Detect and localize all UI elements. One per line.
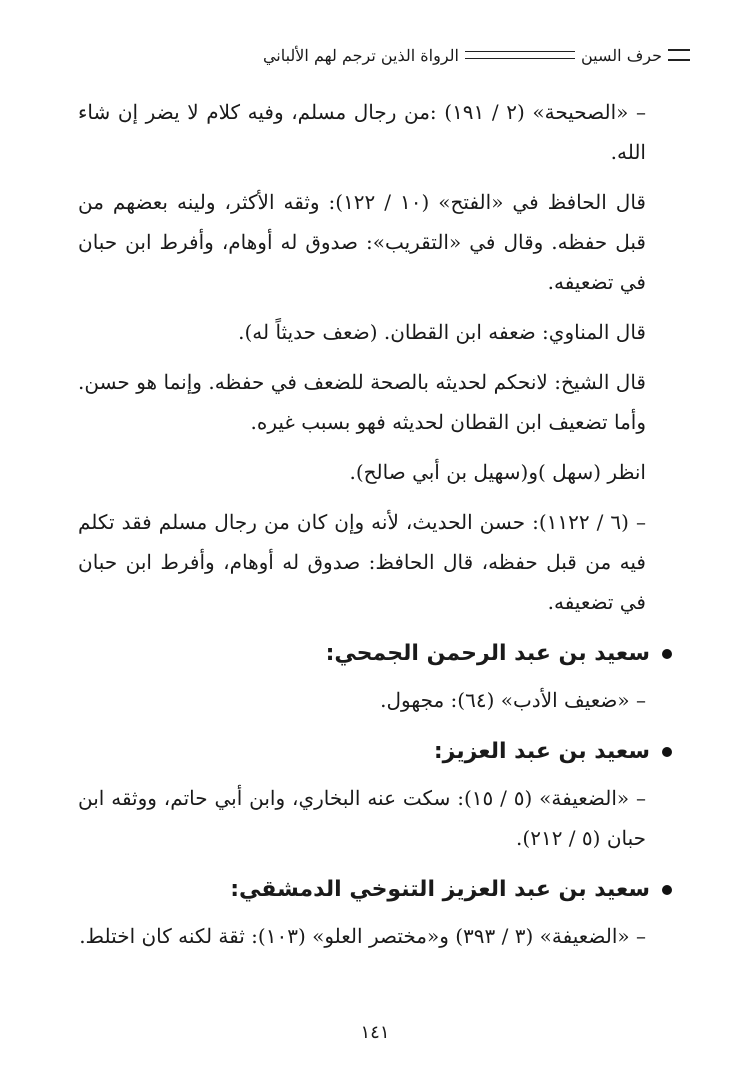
bullet-icon bbox=[662, 649, 672, 659]
entry-name: سعيد بن عبد العزيز: bbox=[433, 739, 650, 764]
chapter-title: حرف السين bbox=[581, 45, 662, 65]
book-title: الرواة الذين ترجم لهم الألباني bbox=[262, 45, 459, 65]
paragraph: قال الحافظ في «الفتح» (١٠ / ١٢٢): وثقه الأكثر، ولينه بعضهم من قبل حفظه. وقال في «التقريب»: صدوق له أوهام، وأفرط ابن حبان في تضعيفه. bbox=[78, 190, 646, 294]
entry-text: – «الضعيفة» (٣ / ٣٩٣) و«مختصر العلو» (١٠٣): ثقة لكنه كان اختلط. bbox=[79, 924, 646, 948]
header-rule bbox=[465, 51, 575, 59]
running-header bbox=[70, 42, 690, 68]
paragraph: – (٦ / ١١٢٢): حسن الحديث، لأنه وإن كان من رجال مسلم فقد تكلم فيه من قبل حفظه، قال الحافظ: صدوق له أوهام، وأفرط ابن حبان في تضعيفه. bbox=[78, 510, 647, 614]
bullet-icon bbox=[662, 885, 672, 895]
entry-name: سعيد بن عبد العزيز التنوخي الدمشقي: bbox=[230, 877, 650, 902]
entry-heading bbox=[78, 734, 672, 770]
entry-heading bbox=[78, 872, 672, 908]
bullet-icon bbox=[662, 747, 672, 757]
entry-name: سعيد بن عبد الرحمن الجمحي: bbox=[325, 641, 650, 666]
paragraph: قال الشيخ: لانحكم لحديثه بالصحة للضعف في حفظه. وإنما هو حسن. وأما تضعيف ابن القطان لحديثه فهو بسبب غيره. bbox=[78, 370, 646, 434]
entry-text: – «الضعيفة» (٥ / ١٥): سكت عنه البخاري، وابن أبي حاتم، ووثقه ابن حبان (٥ / ٢١٢). bbox=[78, 786, 646, 850]
paragraph: قال المناوي: ضعفه ابن القطان. (ضعف حديثاً له). bbox=[238, 320, 646, 344]
page-body bbox=[78, 92, 650, 966]
paragraph: – «الصحيحة» (٢ / ١٩١) :من رجال مسلم، وفيه كلام لا يضر إن شاء الله. bbox=[78, 100, 646, 164]
paragraph: انظر (سهل )و(سهيل بن أبي صالح). bbox=[349, 460, 646, 484]
entry-heading bbox=[78, 636, 672, 672]
page-number: ١٤١ bbox=[360, 1022, 390, 1043]
header-mark bbox=[668, 49, 690, 61]
entry-text: – «ضعيف الأدب» (٦٤): مجهول. bbox=[380, 688, 646, 712]
